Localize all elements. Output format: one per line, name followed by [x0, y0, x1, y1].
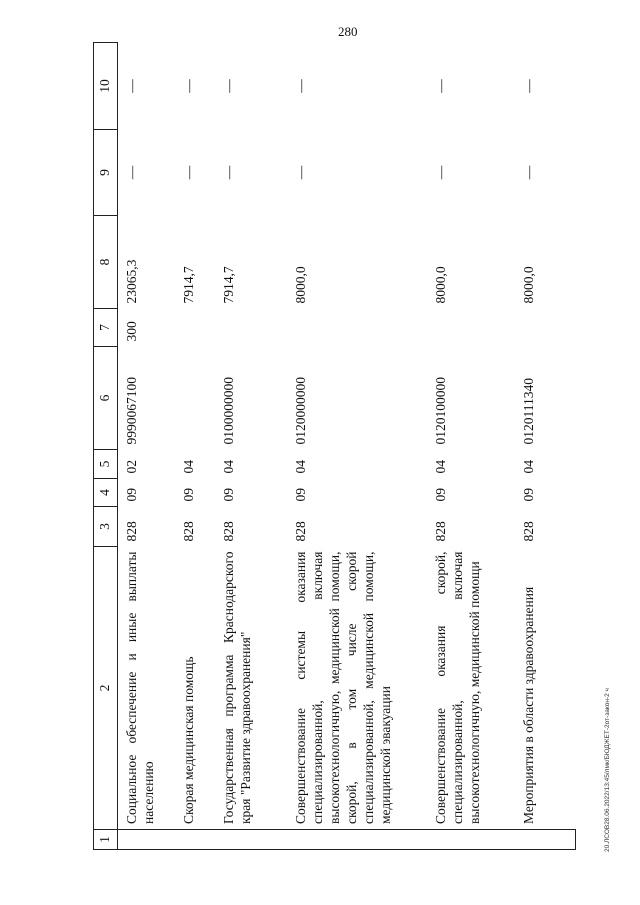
column-9-value: —: [521, 165, 537, 180]
column-9-value: —: [221, 165, 237, 180]
target-article: [175, 347, 215, 450]
code-column-3: 828: [123, 521, 139, 542]
first-column-cell: [215, 830, 287, 850]
code-column-4: 09: [123, 488, 139, 502]
amount-value: 23065,3: [123, 259, 139, 304]
amount-value: 8000,0: [433, 266, 449, 304]
expense-type: [175, 309, 215, 347]
code-column-3: 828: [293, 521, 309, 542]
column-9-value: —: [293, 165, 309, 180]
first-column-cell: [427, 830, 515, 850]
header-cell-7: 7: [94, 309, 118, 347]
expense-type: 300: [123, 321, 139, 342]
table-row: [427, 43, 515, 850]
target-article: 0120100000: [433, 377, 449, 445]
budget-table: [93, 42, 576, 850]
first-column-cell: [515, 830, 575, 850]
row-name: Совершенствование оказания скорой, специализированной, включая высокотехнологичную, медицинской помощи: [433, 551, 483, 824]
table-header-row: [94, 43, 118, 850]
header-cell-4: 4: [94, 479, 118, 507]
expense-type: [427, 309, 515, 347]
row-name: Мероприятия в области здравоохранения: [521, 586, 537, 824]
code-column-3: 828: [221, 521, 237, 542]
amount-value: 7914,7: [181, 266, 197, 304]
code-column-4: 09: [221, 488, 237, 502]
code-column-3: 828: [521, 521, 537, 542]
code-column-4: 09: [433, 488, 449, 502]
header-cell-8: 8: [94, 216, 118, 309]
column-10-value: —: [521, 79, 537, 93]
header-cell-10: 10: [94, 43, 118, 130]
code-column-5: 02: [123, 460, 139, 474]
code-column-5: 04: [181, 460, 197, 474]
table-row: [215, 43, 287, 850]
code-column-5: 04: [433, 460, 449, 474]
header-cell-3: 3: [94, 507, 118, 547]
header-cell-5: 5: [94, 450, 118, 479]
column-9-value: —: [123, 165, 139, 180]
row-name: Государственная программа Краснодарского края "Развитие здравоохранения": [221, 551, 254, 824]
code-column-4: 09: [181, 488, 197, 502]
page-number: 280: [338, 24, 358, 39]
table-row: [117, 43, 175, 850]
code-column-5: 04: [221, 460, 237, 474]
code-column-5: 04: [293, 460, 309, 474]
code-column-4: 09: [293, 488, 309, 502]
row-name: Скорая медицинская помощь: [181, 656, 197, 824]
code-column-4: 09: [521, 488, 537, 502]
code-column-5: 04: [521, 460, 537, 474]
target-article: 9990067100: [123, 377, 139, 445]
header-cell-6: 6: [94, 347, 118, 450]
amount-value: 7914,7: [221, 266, 237, 304]
rotated-table-container: [93, 43, 593, 850]
column-10-value: —: [123, 79, 139, 93]
footer-note: 20.ЛСОВ28.06.2022/13:45/лмк/БЮДЖЕТ-2от-закон-2 ч: [604, 688, 611, 852]
header-cell-2: 2: [94, 547, 118, 830]
column-10-value: —: [181, 79, 197, 93]
amount-value: 8000,0: [293, 266, 309, 304]
header-cell-1: 1: [94, 830, 118, 850]
target-article: 0120111340: [521, 378, 537, 445]
expense-type: [215, 309, 287, 347]
amount-value: 8000,0: [521, 266, 537, 304]
expense-type: [515, 309, 575, 347]
table-row: [175, 43, 215, 850]
row-name: Совершенствование системы оказания специализированной, включая высокотехнологичную, медицинской помощи, скорой, в том числе скорой специализированной, медицинской помощи, медицинской эвакуации: [293, 551, 393, 824]
header-cell-9: 9: [94, 130, 118, 216]
column-10-value: —: [221, 79, 237, 93]
column-9-value: —: [433, 165, 449, 180]
table-row: [515, 43, 575, 850]
column-10-value: —: [293, 79, 309, 93]
row-name: Социальное обеспечение и иные выплаты населению: [123, 551, 156, 824]
first-column-cell: [287, 830, 427, 850]
first-column-cell: [175, 830, 215, 850]
expense-type: [287, 309, 427, 347]
first-column-cell: [117, 830, 175, 850]
target-article: 0100000000: [221, 377, 237, 445]
column-9-value: —: [181, 165, 197, 180]
code-column-3: 828: [433, 521, 449, 542]
table-row: [287, 43, 427, 850]
code-column-3: 828: [181, 521, 197, 542]
column-10-value: —: [433, 79, 449, 93]
target-article: 0120000000: [293, 377, 309, 445]
